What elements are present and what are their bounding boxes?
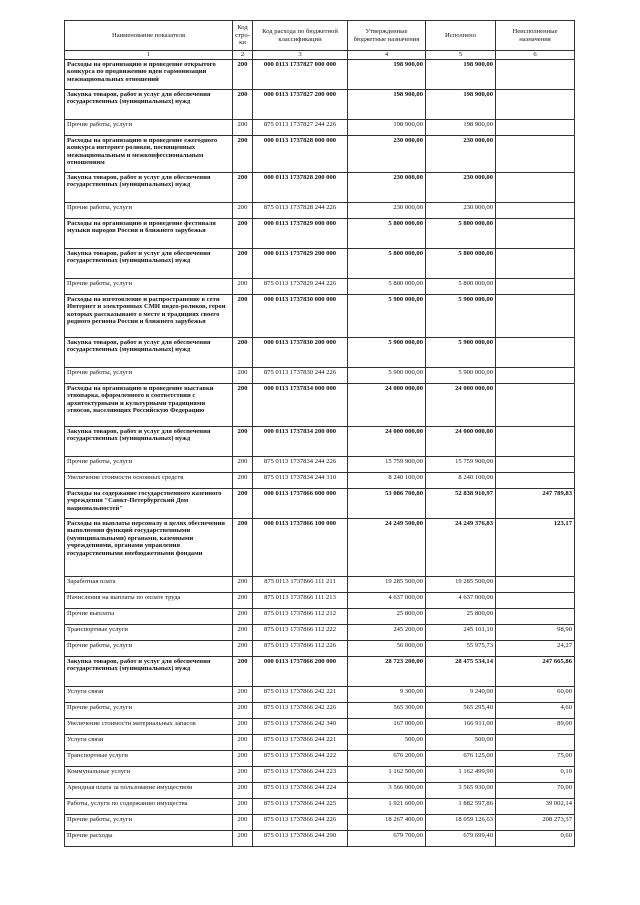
unexecuted-amount-cell: 98,90 (496, 625, 575, 641)
unexecuted-amount-cell (496, 60, 575, 90)
approved-amount-cell: 4 637 000,00 (348, 593, 426, 609)
approved-amount-cell: 1 162 500,00 (348, 767, 426, 783)
table-row (65, 219, 575, 249)
indicator-name-cell: Закупка товаров, работ и услуг для обеспечения государственных (муниципальных) нужд (65, 249, 233, 279)
unexecuted-amount-cell (496, 473, 575, 489)
budget-code-cell: 875 0113 1737866 244 222 (253, 751, 348, 767)
line-code-cell: 200 (233, 751, 253, 767)
table-row (65, 519, 575, 577)
budget-table (64, 20, 575, 847)
line-code-cell: 200 (233, 687, 253, 703)
unexecuted-amount-cell (496, 368, 575, 384)
indicator-name-cell: Прочие выплаты (65, 609, 233, 625)
indicator-name-cell: Расходы на выплаты персоналу в целях обеспечения выполнения функций государственными (муниципальными) органами, казенными учреждениями, органами управления государственными внебюджетными фондами (65, 519, 233, 577)
executed-amount-cell: 24 000 000,00 (426, 384, 496, 427)
line-code-cell: 200 (233, 609, 253, 625)
unexecuted-amount-cell (496, 203, 575, 219)
budget-code-cell: 875 0113 1737866 111 213 (253, 593, 348, 609)
approved-amount-cell: 230 000,00 (348, 136, 426, 173)
line-code-cell: 200 (233, 641, 253, 657)
approved-amount-cell: 18 267 400,00 (348, 815, 426, 831)
executed-amount-cell: 198 900,00 (426, 60, 496, 90)
approved-amount-cell: 19 285 500,00 (348, 577, 426, 593)
approved-amount-cell: 500,00 (348, 735, 426, 751)
executed-amount-cell: 15 759 900,00 (426, 457, 496, 473)
executed-amount-cell: 52 838 910,97 (426, 489, 496, 519)
indicator-name-cell: Прочие работы, услуги (65, 279, 233, 295)
table-row (65, 735, 575, 751)
indicator-name-cell: Расходы на организацию и проведение открытого конкурса по продвижению идеи гармонизации межнациональных отношений (65, 60, 233, 90)
table-row (65, 489, 575, 519)
approved-amount-cell: 167 000,00 (348, 719, 426, 735)
unexecuted-amount-cell: 89,00 (496, 719, 575, 735)
unexecuted-amount-cell: 0,10 (496, 767, 575, 783)
indicator-name-cell: Прочие работы, услуги (65, 368, 233, 384)
executed-amount-cell: 198 900,00 (426, 90, 496, 120)
budget-code-cell: 000 0113 1737830 000 000 (253, 295, 348, 338)
line-code-cell: 200 (233, 203, 253, 219)
indicator-name-cell: Закупка товаров, работ и услуг для обеспечения государственных (муниципальных) нужд (65, 427, 233, 457)
table-row (65, 203, 575, 219)
approved-amount-cell: 198 900,00 (348, 90, 426, 120)
indicator-name-cell: Начисления на выплаты по оплате труда (65, 593, 233, 609)
executed-amount-cell: 4 637 000,00 (426, 593, 496, 609)
executed-amount-cell: 55 975,73 (426, 641, 496, 657)
line-code-cell: 200 (233, 657, 253, 687)
executed-amount-cell: 500,00 (426, 735, 496, 751)
line-code-cell: 200 (233, 489, 253, 519)
table-row (65, 815, 575, 831)
executed-amount-cell: 25 800,00 (426, 609, 496, 625)
line-code-cell: 200 (233, 577, 253, 593)
approved-amount-cell: 198 900,00 (348, 120, 426, 136)
line-code-cell: 200 (233, 384, 253, 427)
header-unexecuted: Неисполненные назначения (496, 21, 575, 51)
col-number: 6 (496, 51, 575, 60)
line-code-cell: 200 (233, 815, 253, 831)
indicator-name-cell: Прочие работы, услуги (65, 203, 233, 219)
approved-amount-cell: 15 759 900,00 (348, 457, 426, 473)
line-code-cell: 200 (233, 767, 253, 783)
line-code-cell: 200 (233, 703, 253, 719)
unexecuted-amount-cell (496, 173, 575, 203)
budget-report-sheet (64, 20, 574, 847)
line-code-cell: 200 (233, 625, 253, 641)
budget-code-cell: 875 0113 1737866 242 226 (253, 703, 348, 719)
executed-amount-cell: 5 900 000,00 (426, 338, 496, 368)
table-row (65, 767, 575, 783)
unexecuted-amount-cell (496, 735, 575, 751)
unexecuted-amount-cell (496, 136, 575, 173)
header-budget-code: Код расхода по бюджетной классификации (253, 21, 348, 51)
indicator-name-cell: Расходы на содержание государственного казенного учреждения "Санкт-Петербургский Дом национальностей" (65, 489, 233, 519)
executed-amount-cell: 18 059 126,63 (426, 815, 496, 831)
col-number: 1 (65, 51, 233, 60)
table-row (65, 427, 575, 457)
budget-code-cell: 000 0113 1737828 000 000 (253, 136, 348, 173)
table-row (65, 120, 575, 136)
table-row (65, 249, 575, 279)
table-row (65, 577, 575, 593)
indicator-name-cell: Расходы на организацию и проведение выставки этнопарка, оформленного в соответствии с архитектурными и культурными традициями этносов, населяющих Российскую Федерацию (65, 384, 233, 427)
approved-amount-cell: 565 300,00 (348, 703, 426, 719)
header-row (65, 21, 575, 51)
col-number: 3 (253, 51, 348, 60)
budget-code-cell: 875 0113 1737834 244 226 (253, 457, 348, 473)
line-code-cell: 200 (233, 295, 253, 338)
unexecuted-amount-cell: 0,60 (496, 831, 575, 847)
approved-amount-cell: 230 000,00 (348, 203, 426, 219)
indicator-name-cell: Заработная плата (65, 577, 233, 593)
table-row (65, 173, 575, 203)
budget-code-cell: 000 0113 1737829 200 000 (253, 249, 348, 279)
budget-code-cell: 875 0113 1737866 244 223 (253, 767, 348, 783)
line-code-cell: 200 (233, 338, 253, 368)
table-row (65, 473, 575, 489)
table-row (65, 338, 575, 368)
table-row (65, 136, 575, 173)
executed-amount-cell: 5 900 000,00 (426, 295, 496, 338)
approved-amount-cell: 24 249 500,00 (348, 519, 426, 577)
executed-amount-cell: 5 800 000,00 (426, 249, 496, 279)
line-code-cell: 200 (233, 90, 253, 120)
approved-amount-cell: 5 900 000,00 (348, 295, 426, 338)
unexecuted-amount-cell (496, 295, 575, 338)
indicator-name-cell: Закупка товаров, работ и услуг для обеспечения государственных (муниципальных) нужд (65, 657, 233, 687)
indicator-name-cell: Услуги связи (65, 687, 233, 703)
indicator-name-cell: Прочие работы, услуги (65, 815, 233, 831)
indicator-name-cell: Закупка товаров, работ и услуг для обеспечения государственных (муниципальных) нужд (65, 90, 233, 120)
indicator-name-cell: Закупка товаров, работ и услуг для обеспечения государственных (муниципальных) нужд (65, 173, 233, 203)
indicator-name-cell: Расходы на изготовление и распространение в сети Интернет и электронных СМИ видео-роликов, герои которых рассказывают о месте и традициях своего родного региона России и ближнего зарубежья (65, 295, 233, 338)
executed-amount-cell: 28 475 534,14 (426, 657, 496, 687)
line-code-cell: 200 (233, 519, 253, 577)
executed-amount-cell: 5 900 000,00 (426, 368, 496, 384)
unexecuted-amount-cell (496, 384, 575, 427)
line-code-cell: 200 (233, 249, 253, 279)
executed-amount-cell: 679 699,40 (426, 831, 496, 847)
unexecuted-amount-cell: 4,60 (496, 703, 575, 719)
approved-amount-cell: 28 723 200,00 (348, 657, 426, 687)
table-row (65, 751, 575, 767)
indicator-name-cell: Работы, услуги по содержанию имущества (65, 799, 233, 815)
executed-amount-cell: 24 000 000,00 (426, 427, 496, 457)
unexecuted-amount-cell (496, 577, 575, 593)
approved-amount-cell: 679 700,00 (348, 831, 426, 847)
indicator-name-cell: Увеличение стоимости материальных запасов (65, 719, 233, 735)
line-code-cell: 200 (233, 473, 253, 489)
executed-amount-cell: 1 162 499,90 (426, 767, 496, 783)
table-row (65, 831, 575, 847)
approved-amount-cell: 676 200,00 (348, 751, 426, 767)
table-row (65, 799, 575, 815)
indicator-name-cell: Расходы на организацию и проведение фестиваля музыки народов России и ближнего зарубежья (65, 219, 233, 249)
executed-amount-cell: 198 900,00 (426, 120, 496, 136)
line-code-cell: 200 (233, 427, 253, 457)
table-row (65, 783, 575, 799)
executed-amount-cell: 3 565 930,00 (426, 783, 496, 799)
executed-amount-cell: 565 295,40 (426, 703, 496, 719)
budget-code-cell: 000 0113 1737829 000 000 (253, 219, 348, 249)
unexecuted-amount-cell (496, 279, 575, 295)
budget-code-cell: 875 0113 1737829 244 226 (253, 279, 348, 295)
line-code-cell: 200 (233, 120, 253, 136)
line-code-cell: 200 (233, 593, 253, 609)
approved-amount-cell: 56 000,00 (348, 641, 426, 657)
indicator-name-cell: Арендная плата за пользование имуществом (65, 783, 233, 799)
unexecuted-amount-cell (496, 120, 575, 136)
approved-amount-cell: 53 086 700,80 (348, 489, 426, 519)
header-executed: Исполнено (426, 21, 496, 51)
unexecuted-amount-cell: 208 273,37 (496, 815, 575, 831)
approved-amount-cell: 9 300,00 (348, 687, 426, 703)
executed-amount-cell: 230 000,00 (426, 136, 496, 173)
executed-amount-cell: 9 240,00 (426, 687, 496, 703)
header-approved: Утвержденные бюджетные назначения (348, 21, 426, 51)
approved-amount-cell: 8 240 100,00 (348, 473, 426, 489)
unexecuted-amount-cell: 247 665,86 (496, 657, 575, 687)
unexecuted-amount-cell: 39 002,14 (496, 799, 575, 815)
executed-amount-cell: 8 240 100,00 (426, 473, 496, 489)
budget-code-cell: 875 0113 1737866 244 290 (253, 831, 348, 847)
budget-code-cell: 000 0113 1737827 000 000 (253, 60, 348, 90)
unexecuted-amount-cell (496, 609, 575, 625)
indicator-name-cell: Прочие расходы (65, 831, 233, 847)
budget-code-cell: 875 0113 1737866 244 224 (253, 783, 348, 799)
budget-code-cell: 875 0113 1737827 244 226 (253, 120, 348, 136)
budget-code-cell: 000 0113 1737830 200 000 (253, 338, 348, 368)
unexecuted-amount-cell: 60,00 (496, 687, 575, 703)
table-row (65, 687, 575, 703)
executed-amount-cell: 245 101,10 (426, 625, 496, 641)
table-row (65, 90, 575, 120)
approved-amount-cell: 5 800 000,00 (348, 219, 426, 249)
indicator-name-cell: Прочие работы, услуги (65, 457, 233, 473)
budget-code-cell: 875 0113 1737866 112 212 (253, 609, 348, 625)
table-row (65, 60, 575, 90)
budget-code-cell: 875 0113 1737866 112 222 (253, 625, 348, 641)
line-code-cell: 200 (233, 173, 253, 203)
indicator-name-cell: Коммунальные услуги (65, 767, 233, 783)
approved-amount-cell: 5 900 000,00 (348, 368, 426, 384)
line-code-cell: 200 (233, 60, 253, 90)
line-code-cell: 200 (233, 799, 253, 815)
indicator-name-cell: Прочие работы, услуги (65, 641, 233, 657)
line-code-cell: 200 (233, 457, 253, 473)
approved-amount-cell: 5 900 000,00 (348, 338, 426, 368)
line-code-cell: 200 (233, 831, 253, 847)
header-indicator-name: Наименование показателя (65, 21, 233, 51)
approved-amount-cell: 230 000,00 (348, 173, 426, 203)
indicator-name-cell: Расходы на организацию и проведение ежегодного конкурса интернет роликов, посвященных межнациональным и межконфессиональным отношениям (65, 136, 233, 173)
unexecuted-amount-cell (496, 338, 575, 368)
line-code-cell: 200 (233, 368, 253, 384)
approved-amount-cell: 198 900,00 (348, 60, 426, 90)
table-row (65, 295, 575, 338)
budget-code-cell: 875 0113 1737866 111 211 (253, 577, 348, 593)
table-row (65, 625, 575, 641)
table-row (65, 719, 575, 735)
line-code-cell: 200 (233, 735, 253, 751)
table-row (65, 457, 575, 473)
header-line-code: Код стро-ки (233, 21, 253, 51)
indicator-name-cell: Прочие работы, услуги (65, 703, 233, 719)
unexecuted-amount-cell (496, 427, 575, 457)
budget-code-cell: 000 0113 1737834 200 000 (253, 427, 348, 457)
unexecuted-amount-cell (496, 219, 575, 249)
unexecuted-amount-cell (496, 90, 575, 120)
table-row (65, 368, 575, 384)
unexecuted-amount-cell: 24,27 (496, 641, 575, 657)
approved-amount-cell: 5 800 000,00 (348, 249, 426, 279)
indicator-name-cell: Транспортные услуги (65, 751, 233, 767)
budget-code-cell: 000 0113 1737866 200 000 (253, 657, 348, 687)
table-row (65, 279, 575, 295)
table-row (65, 384, 575, 427)
approved-amount-cell: 25 800,00 (348, 609, 426, 625)
indicator-name-cell: Услуги связи (65, 735, 233, 751)
executed-amount-cell: 230 000,00 (426, 173, 496, 203)
budget-code-cell: 875 0113 1737830 244 226 (253, 368, 348, 384)
budget-code-cell: 000 0113 1737866 100 000 (253, 519, 348, 577)
executed-amount-cell: 676 125,00 (426, 751, 496, 767)
line-code-cell: 200 (233, 136, 253, 173)
budget-code-cell: 875 0113 1737834 244 310 (253, 473, 348, 489)
table-row (65, 641, 575, 657)
executed-amount-cell: 230 000,00 (426, 203, 496, 219)
unexecuted-amount-cell (496, 593, 575, 609)
unexecuted-amount-cell (496, 249, 575, 279)
budget-code-cell: 875 0113 1737828 244 226 (253, 203, 348, 219)
budget-code-cell: 875 0113 1737866 244 226 (253, 815, 348, 831)
unexecuted-amount-cell: 247 789,83 (496, 489, 575, 519)
budget-code-cell: 000 0113 1737866 000 000 (253, 489, 348, 519)
unexecuted-amount-cell: 70,00 (496, 783, 575, 799)
budget-code-cell: 875 0113 1737866 242 221 (253, 687, 348, 703)
executed-amount-cell: 5 800 000,00 (426, 219, 496, 249)
table-row (65, 609, 575, 625)
column-numbers-row (65, 51, 575, 60)
budget-code-cell: 875 0113 1737866 112 226 (253, 641, 348, 657)
indicator-name-cell: Увеличение стоимости основных средств (65, 473, 233, 489)
budget-code-cell: 875 0113 1737866 242 340 (253, 719, 348, 735)
executed-amount-cell: 1 882 597,86 (426, 799, 496, 815)
table-body (65, 60, 575, 847)
indicator-name-cell: Прочие работы, услуги (65, 120, 233, 136)
table-row (65, 703, 575, 719)
approved-amount-cell: 3 566 000,00 (348, 783, 426, 799)
col-number: 5 (426, 51, 496, 60)
unexecuted-amount-cell: 75,00 (496, 751, 575, 767)
executed-amount-cell: 19 285 500,00 (426, 577, 496, 593)
approved-amount-cell: 24 000 000,00 (348, 384, 426, 427)
budget-code-cell: 875 0113 1737866 244 221 (253, 735, 348, 751)
executed-amount-cell: 5 800 000,00 (426, 279, 496, 295)
unexecuted-amount-cell: 123,17 (496, 519, 575, 577)
col-number: 4 (348, 51, 426, 60)
unexecuted-amount-cell (496, 457, 575, 473)
approved-amount-cell: 5 800 000,00 (348, 279, 426, 295)
col-number: 2 (233, 51, 253, 60)
approved-amount-cell: 24 000 000,00 (348, 427, 426, 457)
budget-code-cell: 875 0113 1737866 244 225 (253, 799, 348, 815)
executed-amount-cell: 24 249 376,83 (426, 519, 496, 577)
line-code-cell: 200 (233, 783, 253, 799)
line-code-cell: 200 (233, 279, 253, 295)
budget-code-cell: 000 0113 1737827 200 000 (253, 90, 348, 120)
line-code-cell: 200 (233, 219, 253, 249)
line-code-cell: 200 (233, 719, 253, 735)
approved-amount-cell: 245 200,00 (348, 625, 426, 641)
table-row (65, 593, 575, 609)
budget-code-cell: 000 0113 1737828 200 000 (253, 173, 348, 203)
indicator-name-cell: Транспортные услуги (65, 625, 233, 641)
approved-amount-cell: 1 921 600,00 (348, 799, 426, 815)
budget-code-cell: 000 0113 1737834 000 000 (253, 384, 348, 427)
table-row (65, 657, 575, 687)
executed-amount-cell: 166 911,00 (426, 719, 496, 735)
indicator-name-cell: Закупка товаров, работ и услуг для обеспечения государственных (муниципальных) нужд (65, 338, 233, 368)
